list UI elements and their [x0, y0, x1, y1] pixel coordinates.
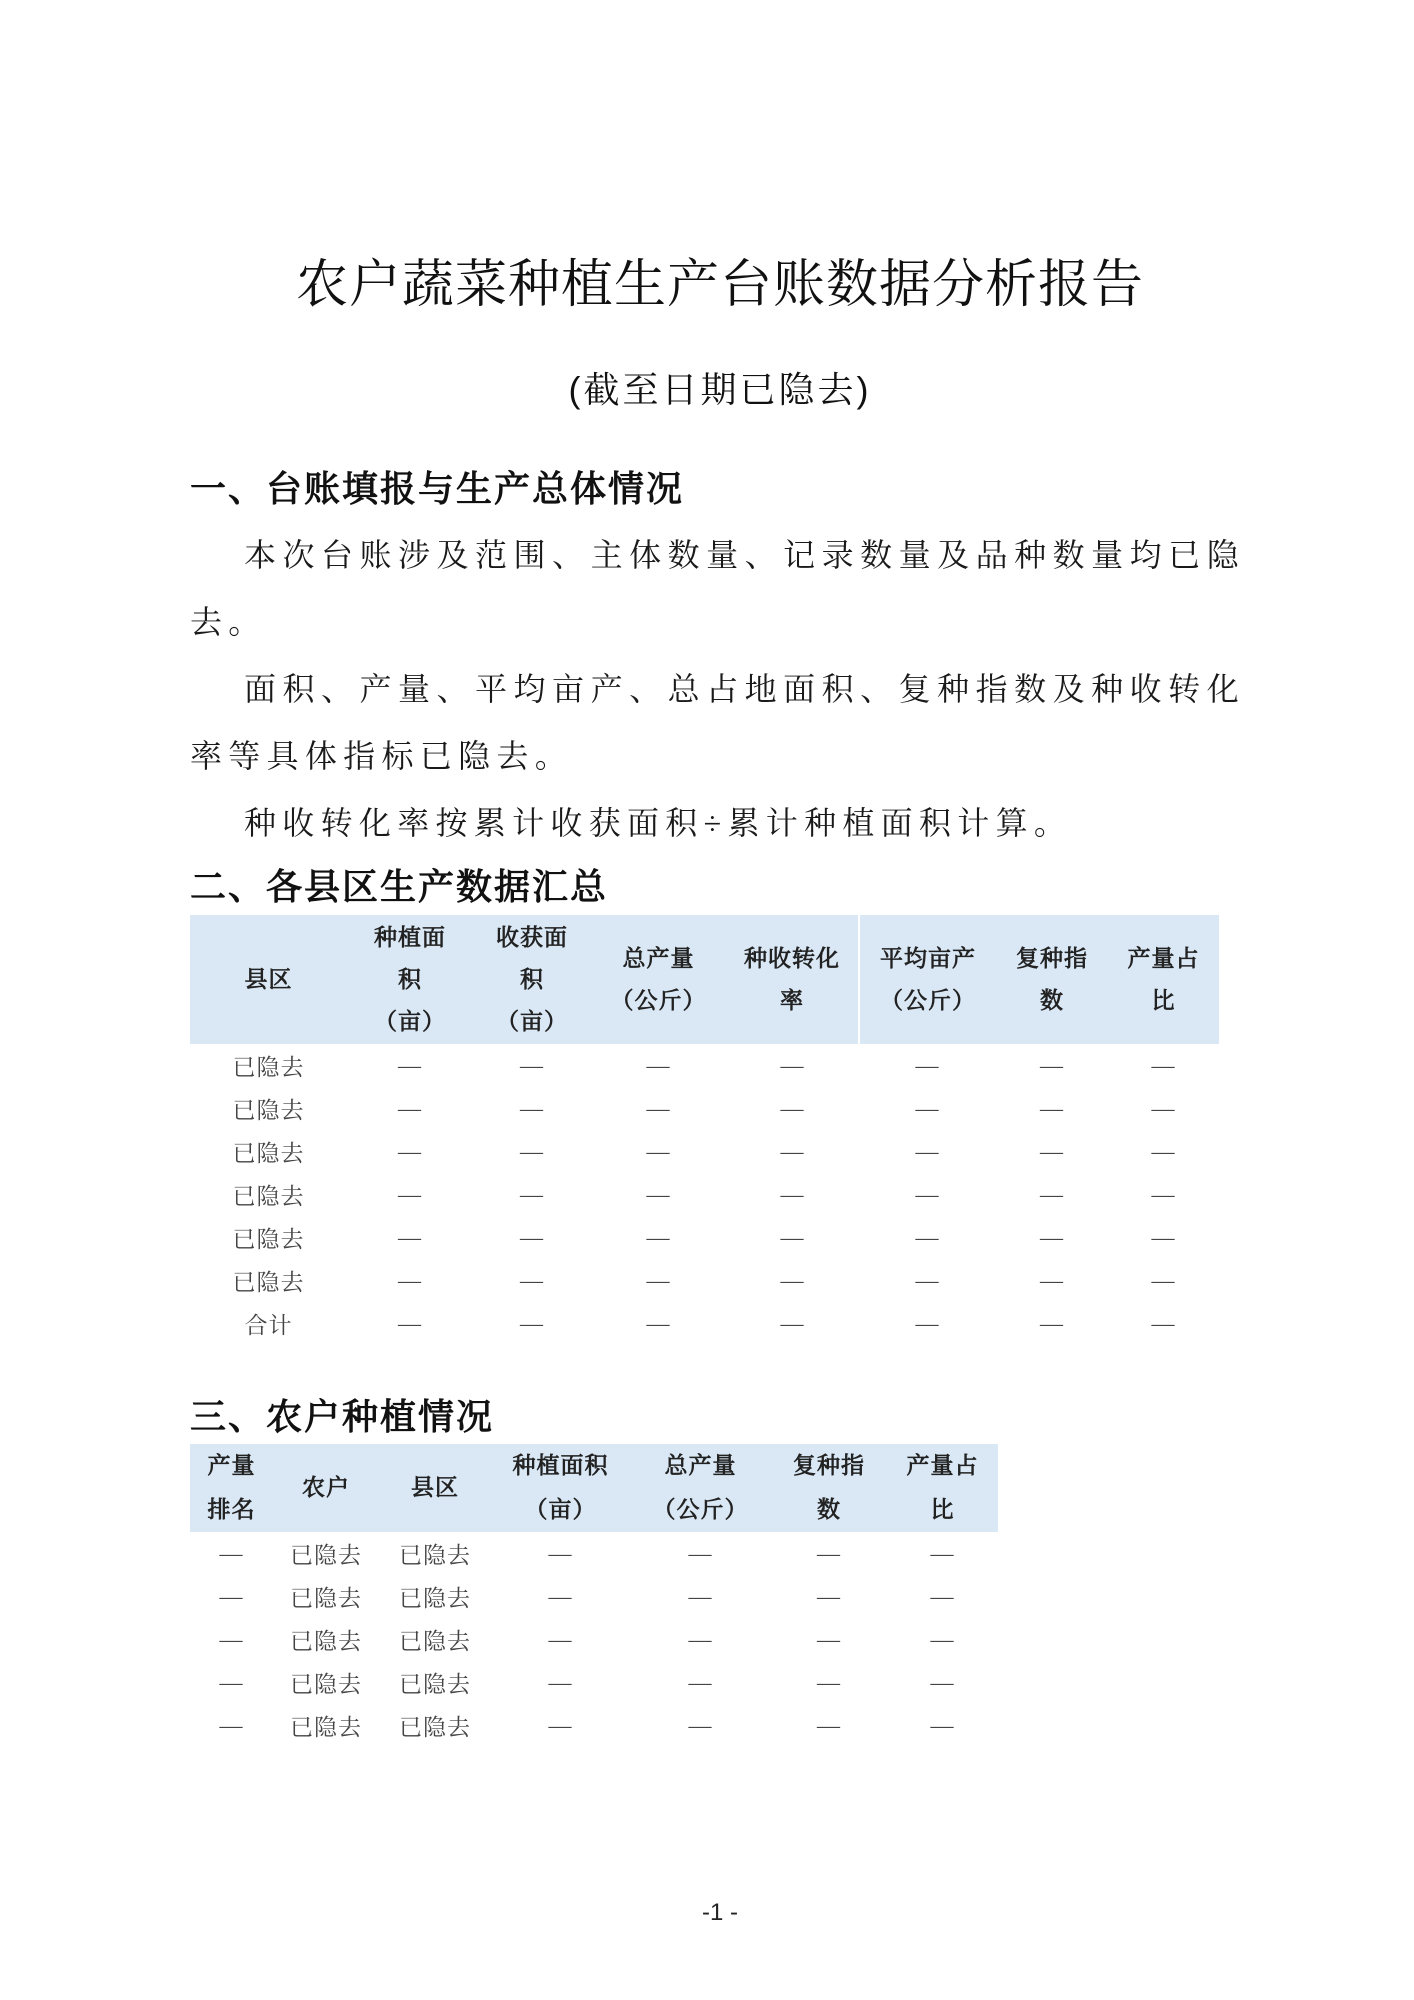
avg-yield-cell: — [915, 1224, 940, 1250]
avg-yield-cell: — [915, 1310, 940, 1336]
page-number: -1 - [702, 1899, 738, 1926]
planting-area-cell: — [398, 1310, 422, 1336]
conversion-rate-cell: — [780, 1310, 805, 1336]
table-row [190, 1704, 998, 1747]
header-total-output: 总产量 （公斤） [591, 915, 726, 1044]
header-output-rank: 产量 排名 [190, 1444, 273, 1532]
multiple-cropping-index-cell: — [817, 1540, 841, 1566]
header-output-share: 产量占 比 [887, 1444, 998, 1532]
harvest-area-cell: — [520, 1138, 544, 1164]
harvest-area-cell: — [520, 1052, 544, 1078]
harvest-area-cell: — [520, 1181, 544, 1207]
planting-area-cell: — [398, 1267, 422, 1293]
county-cell: 已隐去 [399, 1672, 471, 1697]
county-cell: 已隐去 [399, 1543, 471, 1568]
harvest-area-cell: — [520, 1224, 544, 1250]
total-output-cell: — [688, 1583, 713, 1609]
farmer-cell: 已隐去 [290, 1672, 362, 1697]
county-cell: 已隐去 [399, 1586, 471, 1611]
total-output-cell: — [646, 1310, 671, 1336]
total-output-cell: — [646, 1181, 671, 1207]
total-output-cell: — [646, 1052, 671, 1078]
multiple-cropping-index-cell: — [817, 1626, 841, 1652]
table-row [190, 1575, 998, 1618]
conversion-rate-cell: — [780, 1267, 805, 1293]
farmer-planting-table [190, 1444, 998, 1747]
farmer-cell: 已隐去 [290, 1543, 362, 1568]
conversion-rate-cell: — [780, 1095, 805, 1121]
header-county: 县区 [190, 915, 347, 1044]
county-cell: 已隐去 [232, 1141, 305, 1166]
total-output-cell: — [688, 1540, 713, 1566]
header-planting-area: 种植面 积 （亩） [347, 915, 473, 1044]
total-output-cell: — [688, 1669, 713, 1695]
multiple-cropping-index-cell: — [1040, 1310, 1064, 1336]
multiple-cropping-index-cell: — [1040, 1138, 1064, 1164]
output-share-cell: — [1151, 1310, 1176, 1336]
county-cell: 已隐去 [399, 1629, 471, 1654]
county-cell: 已隐去 [232, 1184, 305, 1209]
multiple-cropping-index-cell: — [1040, 1095, 1064, 1121]
rank-cell: — [219, 1540, 244, 1566]
output-share-cell: — [930, 1669, 955, 1695]
conversion-rate-cell: — [780, 1052, 805, 1078]
table-row [190, 1044, 1219, 1087]
header-conversion-rate: 种收转化 率 [726, 915, 859, 1044]
harvest-area-cell: — [520, 1095, 544, 1121]
planting-area-cell: — [548, 1626, 573, 1652]
total-output-cell: — [646, 1138, 671, 1164]
header-multiple-cropping-index: 复种指 数 [996, 915, 1108, 1044]
planting-area-cell: — [398, 1181, 422, 1207]
table-total-row [190, 1302, 1219, 1345]
output-share-cell: — [1151, 1052, 1176, 1078]
output-share-cell: — [1151, 1138, 1176, 1164]
table-row [190, 1173, 1219, 1216]
county-summary-table [190, 915, 1219, 1345]
farmer-cell: 已隐去 [290, 1629, 362, 1654]
avg-yield-cell: — [915, 1267, 940, 1293]
total-output-cell: — [646, 1267, 671, 1293]
output-share-cell: — [1151, 1095, 1176, 1121]
multiple-cropping-index-cell: — [817, 1669, 841, 1695]
planting-area-cell: — [398, 1052, 422, 1078]
header-harvest-area: 收获面 积 （亩） [473, 915, 591, 1044]
output-share-cell: — [1151, 1224, 1176, 1250]
paragraph: 种收转化率按累计收获面积÷累计种植面积计算。 [244, 805, 1073, 841]
planting-area-cell: — [398, 1138, 422, 1164]
avg-yield-cell: — [915, 1052, 940, 1078]
rank-cell: — [219, 1626, 244, 1652]
farmer-cell: 已隐去 [290, 1715, 362, 1740]
output-share-cell: — [930, 1540, 955, 1566]
multiple-cropping-index-cell: — [1040, 1181, 1064, 1207]
table-row [190, 1618, 998, 1661]
paragraph: 面积、产量、平均亩产、总占地面积、复种指数及种收转化率等具体指标已隐去。 [190, 671, 1245, 774]
harvest-area-cell: — [520, 1310, 544, 1336]
section-heading-farmer-planting: 三、农户种植情况 [190, 1396, 495, 1437]
planting-area-cell: — [548, 1712, 573, 1738]
rank-cell: — [219, 1669, 244, 1695]
total-output-cell: — [646, 1095, 671, 1121]
table-row [190, 1532, 998, 1575]
table-row [190, 1087, 1219, 1130]
county-cell: 已隐去 [232, 1055, 305, 1080]
section-heading-overview: 一、台账填报与生产总体情况 [190, 468, 685, 509]
total-output-cell: — [688, 1626, 713, 1652]
farmer-cell: 已隐去 [290, 1586, 362, 1611]
header-avg-yield: 平均亩产 （公斤） [859, 915, 996, 1044]
output-share-cell: — [1151, 1181, 1176, 1207]
total-output-cell: — [688, 1712, 713, 1738]
multiple-cropping-index-cell: — [1040, 1052, 1064, 1078]
header-farmer: 农户 [273, 1444, 379, 1532]
output-share-cell: — [930, 1712, 955, 1738]
table-row [190, 1216, 1219, 1259]
header-total-output: 总产量 （公斤） [630, 1444, 771, 1532]
header-county: 县区 [379, 1444, 491, 1532]
county-cell: 已隐去 [232, 1270, 305, 1295]
multiple-cropping-index-cell: — [1040, 1224, 1064, 1250]
rank-cell: — [219, 1712, 244, 1738]
section-heading-county-summary: 二、各县区生产数据汇总 [190, 866, 609, 907]
page-subtitle: (截至日期已隐去) [568, 369, 872, 410]
conversion-rate-cell: — [780, 1181, 805, 1207]
county-cell: 已隐去 [399, 1715, 471, 1740]
planting-area-cell: — [548, 1583, 573, 1609]
multiple-cropping-index-cell: — [1040, 1267, 1064, 1293]
planting-area-cell: — [398, 1224, 422, 1250]
output-share-cell: — [930, 1583, 955, 1609]
table-header-row [190, 915, 1219, 1044]
total-label-cell: 合计 [244, 1313, 293, 1338]
output-share-cell: — [930, 1626, 955, 1652]
table-row [190, 1661, 998, 1704]
avg-yield-cell: — [915, 1095, 940, 1121]
header-output-share: 产量占 比 [1108, 915, 1219, 1044]
planting-area-cell: — [548, 1669, 573, 1695]
overview-body [190, 522, 1245, 857]
planting-area-cell: — [398, 1095, 422, 1121]
multiple-cropping-index-cell: — [817, 1712, 841, 1738]
header-planting-area: 种植面积 （亩） [491, 1444, 630, 1532]
avg-yield-cell: — [915, 1138, 940, 1164]
avg-yield-cell: — [915, 1181, 940, 1207]
conversion-rate-cell: — [780, 1138, 805, 1164]
paragraph: 本次台账涉及范围、主体数量、记录数量及品种数量均已隐去。 [190, 537, 1245, 640]
planting-area-cell: — [548, 1540, 573, 1566]
page-title: 农户蔬菜种植生产台账数据分析报告 [295, 256, 1144, 314]
rank-cell: — [219, 1583, 244, 1609]
conversion-rate-cell: — [780, 1224, 805, 1250]
multiple-cropping-index-cell: — [817, 1583, 841, 1609]
county-cell: 已隐去 [232, 1098, 305, 1123]
table-row [190, 1259, 1219, 1302]
harvest-area-cell: — [520, 1267, 544, 1293]
county-cell: 已隐去 [232, 1227, 305, 1252]
output-share-cell: — [1151, 1267, 1176, 1293]
table-row [190, 1130, 1219, 1173]
header-multiple-cropping-index: 复种指 数 [771, 1444, 887, 1532]
total-output-cell: — [646, 1224, 671, 1250]
table-header-row [190, 1444, 998, 1532]
